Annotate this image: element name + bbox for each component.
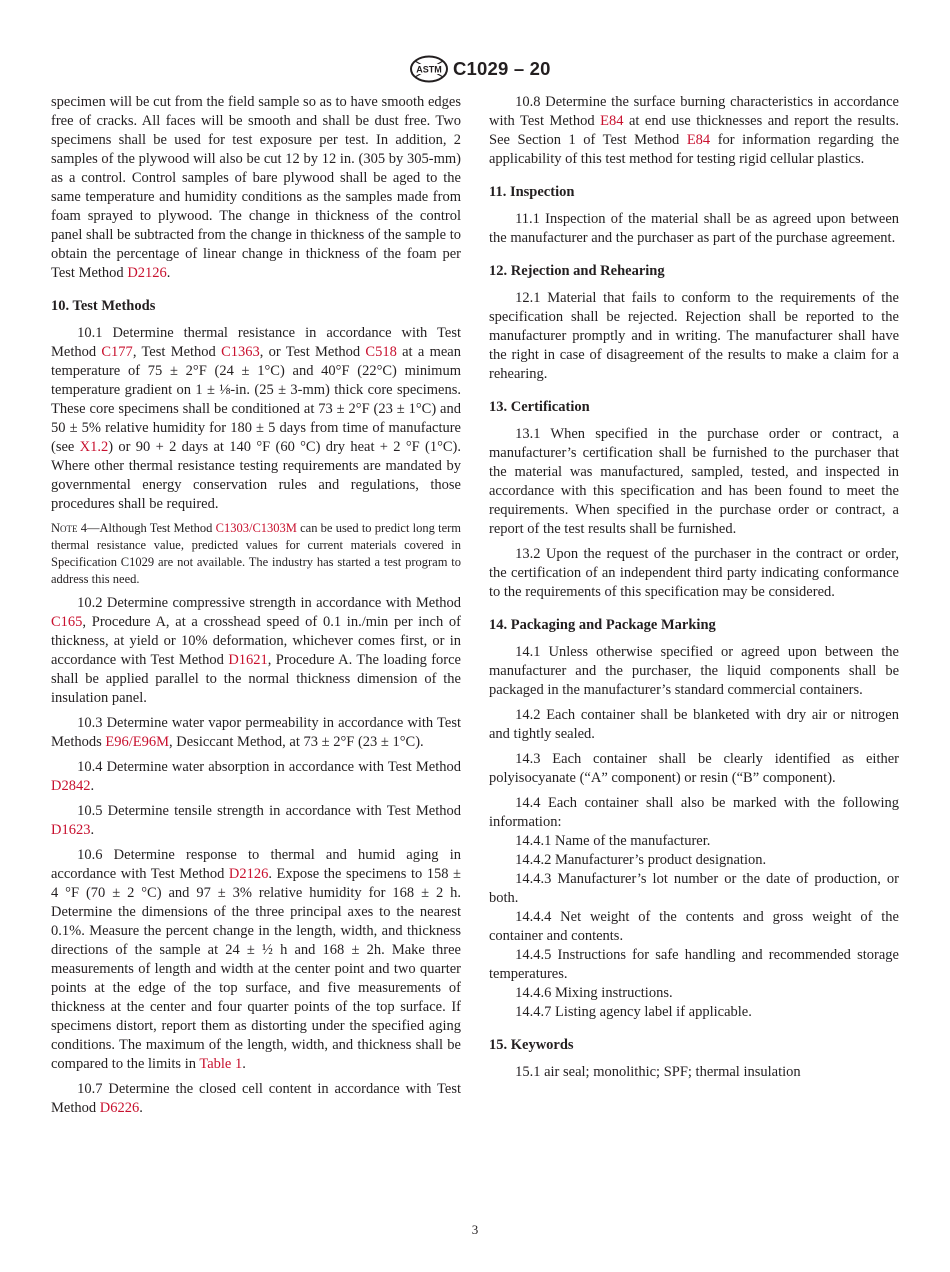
link-c177[interactable]: C177 [101,344,133,360]
paragraph-14-4-2: 14.4.2 Manufacturer’s product designation. [515,852,767,868]
paragraph-11-1: 11.1 Inspection of the material shall be as agreed upon between the manufacturer and the purchaser as part of the purchase agreement. [489,211,899,246]
link-d2126-2[interactable]: D2126 [228,866,269,882]
paragraph-continuation: specimen will be cut from the field sample so as to have smooth edges free of cracks. All faces will be smooth and shall be dust free. Two specimens shall be used for test exposure per test. In addition, 2 samples of the plywood will also be cut 12 by 12 in. (305 by 305-mm) as a control. Control samples of bare plywood shall be aged to the same temperature and humidity conditions as the samples made from foam sprayed to plywood. The change in thickness of the control panel shall be subtracted from the change in thickness of the sample to obtain the percentage of linear change in thickness of the foam per Test Method D2126. [51,94,461,281]
link-c165[interactable]: C165 [51,614,83,630]
link-e84-2[interactable]: E84 [686,132,711,148]
paragraph-10-8: 10.8 Determine the surface burning characteristics in accordance with Test Method E84 at end use thicknesses and report the results. See Section 1 of Test Method E84 for information regarding the applicability of this test method for testing rigid cellular plastics. [489,94,900,167]
page-number: 3 [471,1222,479,1237]
paragraph-13-1: 13.1 When specified in the purchase order or contract, a manufacturer’s certification shall be furnished to the purchaser that the material was manufactured, sampled, tested, and inspected in accordance with this specification and has been found to meet the requirements. When specified in the purchase order or contract, a report of the test results shall be furnished. [489,426,899,537]
link-e84[interactable]: E84 [600,113,624,129]
paragraph-10-3: 10.3 Determine water vapor permeability in accordance with Test Methods E96/E96M, Desiccant Method, at 73 ± 2°F (23 ± 1°C). [51,715,461,750]
paragraph-10-7: 10.7 Determine the closed cell content in accordance with Test Method D6226. [51,1081,461,1116]
paragraph-14-2: 14.2 Each container shall be blanketed with dry air or nitrogen and tightly sealed. [489,707,899,742]
paragraph-14-4-7: 14.4.7 Listing agency label if applicable. [515,1004,752,1020]
link-d6226[interactable]: D6226 [99,1100,140,1116]
paragraph-14-4: 14.4 Each container shall also be marked with the following information: [489,795,899,830]
left-column [51,93,461,1118]
paragraph-14-1: 14.1 Unless otherwise specified or agreed upon between the manufacturer and the purchaser, the liquid components shall be packaged in the manufacturer’s standard commercial containers. [489,644,899,698]
paragraph-10-4: 10.4 Determine water absorption in accordance with Test Method D2842. [51,759,461,794]
link-c518[interactable]: C518 [365,344,397,360]
paragraph-14-4-6: 14.4.6 Mixing instructions. [515,985,673,1001]
note-4: Note 4—Although Test Method C1303/C1303M can be used to predict long term thermal resistance value, predicted values for current materials covered in Specification C1029 are not available. The industry has started a test program to address this need. [51,521,461,586]
link-d1621[interactable]: D1621 [228,652,268,668]
paragraph-14-4-5: 14.4.5 Instructions for safe handling and recommended storage temperatures. [489,947,899,982]
paragraph-10-1: 10.1 Determine thermal resistance in accordance with Test Method C177, Test Method C1363, or Test Method C518 at a mean temperature of 75 ± 2°F (24 ± 1°C) and 40°F (22°C) minimum temperature gradient on 1 ± ⅛-in. (25 ± 3-mm) thick core specimens. These core specimens shall be conditioned at 73 ± 2°F (23 ± 1°C) and 50 ± 5% relative humidity for 180 ± 5 days from time of manufacture (see X1.2) or 90 + 2 days at 140 °F (60 °C) dry heat + 2 °F (1°C). Where other thermal resistance testing requirements are mandated by governmental energy conservation rules and regulations, those procedures shall be required. [51,325,462,512]
document-id: C1029 – 20 [453,58,551,79]
paragraph-10-5: 10.5 Determine tensile strength in accordance with Test Method D1623. [51,803,461,838]
paragraph-13-2: 13.2 Upon the request of the purchaser in the contract or order, the certification of an independent third party indicating conformance to the requirements of this specification may be considered. [489,546,899,600]
paragraph-10-6: 10.6 Determine response to thermal and humid aging in accordance with Test Method D2126. Expose the specimens to 158 ± 4 °F (70 ± 2 °C) and 97 ± 3% relative humidity for 168 ± 2 h. Determine the dimensions of the three principal axes to the nearest 0.1%. Measure the percent change in the length, width, and thickness directions of the sample at 24 ± ½ h and 168 ± 2h. Make three measurements of length and width at the center point and two quarter points at the edge of the top surface, and five measurements of thickness at the center and four quarter points of the top surface. If specimens distort, report them as distorting under the specified aging conditions. The maximum of the length, width, and thickness shall be compared to the limits in Table 1. [51,847,461,1072]
paragraph-14-4-1: 14.4.1 Name of the manufacturer. [515,833,711,849]
paragraph-14-3: 14.3 Each container shall be clearly identified as either polyisocyanate (“A” component) or resin (“B” component). [489,751,899,786]
paragraph-14-4-4: 14.4.4 Net weight of the contents and gross weight of the container and contents. [489,909,899,944]
page-header [0,55,950,87]
link-c1363[interactable]: C1363 [221,344,260,360]
link-d2126[interactable]: D2126 [127,265,167,281]
paragraph-10-2: 10.2 Determine compressive strength in accordance with Method C165, Procedure A, at a crosshead speed of 0.1 in./min per inch of thickness, at yield or 10% deformation, whichever comes first, or in accordance with Test Method D1621, Procedure A. The loading force shall be applied parallel to the normal thickness dimension of the insulation panel. [51,595,461,706]
section-heading-15: 15. Keywords [489,1037,574,1053]
section-heading-10: 10. Test Methods [51,298,156,314]
link-x1-2[interactable]: X1.2 [79,439,109,455]
right-column [489,93,899,1082]
section-heading-12: 12. Rejection and Rehearing [489,263,665,279]
link-table-1[interactable]: Table 1 [199,1056,243,1072]
link-e96[interactable]: E96/E96M [105,734,170,750]
link-c1303[interactable]: C1303/C1303M [215,521,297,535]
astm-logo-icon [409,55,449,83]
section-heading-13: 13. Certification [489,399,590,415]
section-heading-14: 14. Packaging and Package Marking [489,617,716,633]
paragraph-15-1: 15.1 air seal; monolithic; SPF; thermal insulation [515,1064,801,1080]
section-heading-11: 11. Inspection [489,184,575,200]
svg-text:ASTM: ASTM [416,64,442,75]
paragraph-14-4-3: 14.4.3 Manufacturer’s lot number or the date of production, or both. [489,871,899,906]
paragraph-12-1: 12.1 Material that fails to conform to the requirements of the specification shall be rejected. Rejection shall be reported to the manufacturer promptly and in writing. The manufacturer shall have the right in case of disagreement of the results to make a claim for a rehearing. [489,290,899,382]
link-d1623[interactable]: D1623 [51,822,91,838]
link-d2842[interactable]: D2842 [51,778,91,794]
